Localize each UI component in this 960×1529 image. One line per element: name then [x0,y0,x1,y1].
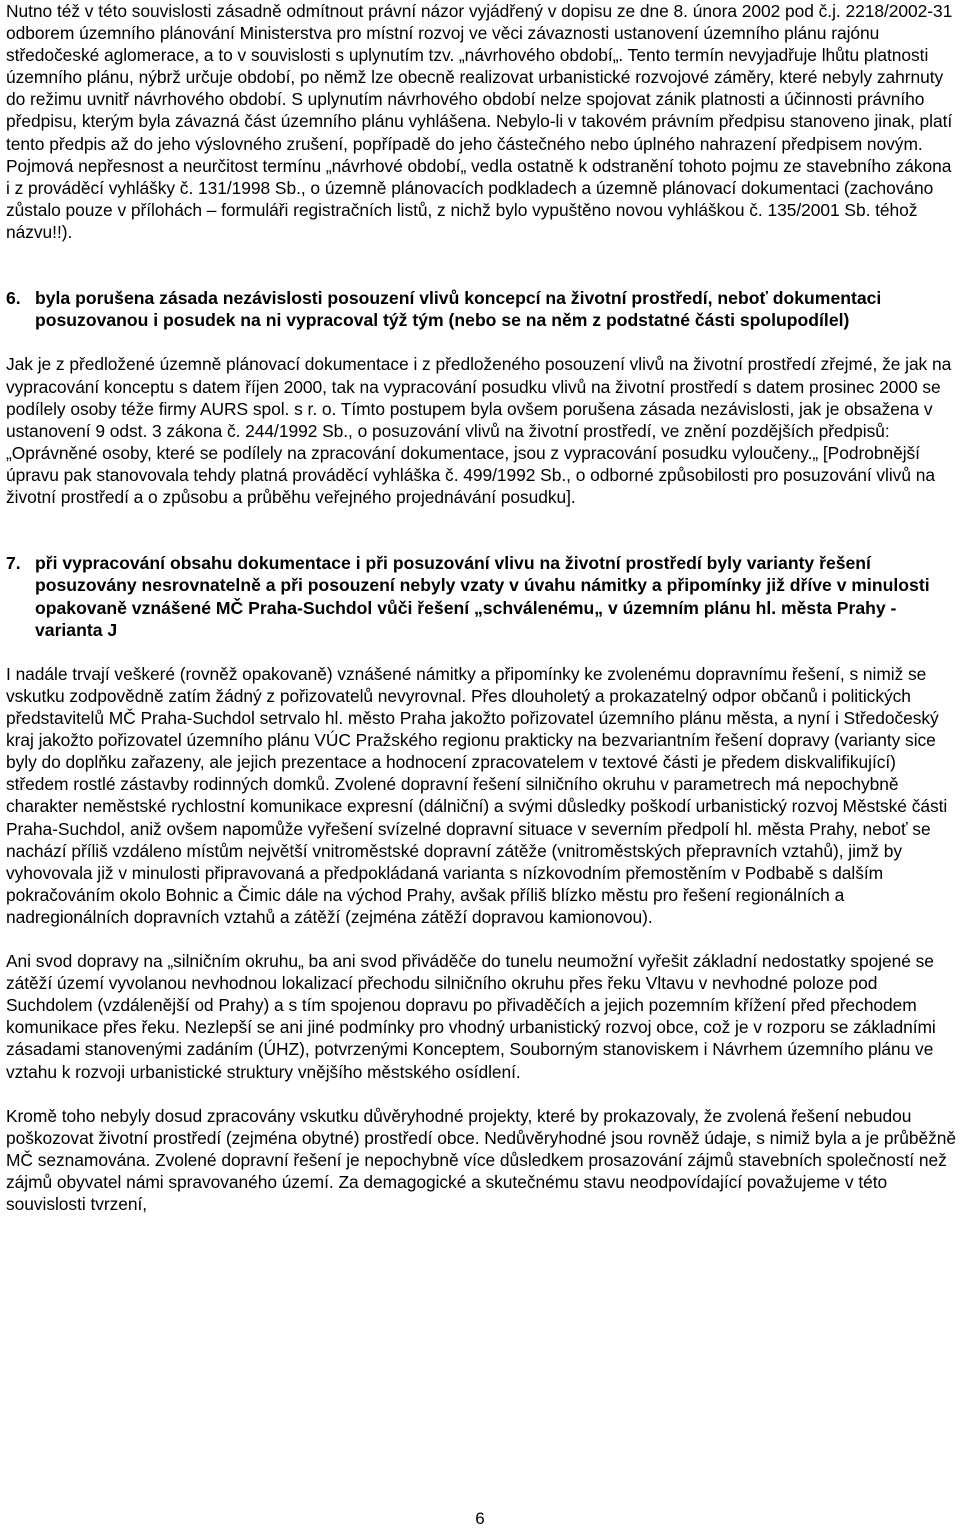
document-page [6,0,956,1215]
section-title: byla porušena zásada nezávislosti posouzení vlivů koncepcí na životní prostředí, neboť dokumentaci posuzovanou i posudek na ni vypracoval týž tým (nebo se na něm z podstatné části spolupodílel) [35,288,882,331]
section-heading-6 [6,287,956,331]
section-title: při vypracování obsahu dokumentace i při posuzování vlivu na životní prostředí byly varianty řešení posuzovány nesrovnatelně a při posouzení nebyly vzaty v úvahu námitky a připomínky již dříve v minulosti opakovaně vznášené MČ Praha-Suchdol vůči řešení „schválenému„ v územním plánu hl. města Prahy - varianta J [35,553,930,640]
paragraph-gap [6,1083,956,1105]
section-heading-7 [6,552,956,641]
section-number: 6. [6,288,21,309]
paragraph-projects: Kromě toho nebyly dosud zpracovány vskutku důvěryhodné projekty, které by prokazovaly, že zvolená řešení nebudou poškozovat životní prostředí (zejména obytné) prostředí obce. Nedůvěryhodné jsou rovněž údaje, s nimiž byla a je průběžně MČ seznamována. Zvolené dopravní řešení je nepochybně více důsledkem prosazování zájmů stavebních společností než zájmů obyvatel námi spravovaného území. Za demagogické a skutečnému stavu neodpovídající považujeme v této souvislosti tvrzení, [6,1105,956,1214]
paragraph-independence: Jak je z předložené územně plánovací dokumentace i z předloženého posouzení vlivů na životní prostředí zřejmé, že jak na vypracování konceptu s datem říjen 2000, tak na vypracování posudku vlivů na životní prostředí s datem prosinec 2000 se podílely osoby téže firmy AURS spol. s r. o. Tímto postupem byla ovšem porušena zásada nezávislosti, jak je obsažena v ustanovení 9 odst. 3 zákona č. 244/1992 Sb., o posuzování vlivů na životní prostředí, ve znění pozdějších předpisů: „Oprávněné osoby, které se podílely na zpracování dokumentace, jsou z vypracování posudku vyloučeny.„ [Podrobnější úpravu pak stanovovala tehdy platná prováděcí vyhláška č. 499/1992 Sb., o odborné způsobilosti pro posuzování vlivů na životní prostředí a o způsobu a průběhu veřejného projednávání posudku]. [6,354,952,507]
page-number: 6 [475,1509,485,1528]
section-number: 7. [6,553,21,574]
paragraph-ring-road: Ani svod dopravy na „silničním okruhu„ ba ani svod přiváděče do tunelu neumožní vyřešit základní nedostatky spojené se zátěží území vyvolanou nevhodnou lokalizací přechodu silničního okruhu přes řeku Vltavu v nevhodné poloze pod Suchdolem (vzdálenější od Prahy) a s tím spojenou dopravu po přivaděčích a jejich pozemním křížení před přechodem komunikace přes řeku. Nezlepší se ani jiné podmínky pro vhodný urbanistický rozvoj obce, což je v rozporu se základními zásadami stanovenými zadáním (ÚHZ), potvrzenými Konceptem, Souborným stanoviskem i Návrhem územního plánu ve vztahu k rozvoji urbanistické struktury vnějšího městského osídlení. [6,951,936,1082]
paragraph-gap [6,641,956,663]
paragraph-gap [6,928,956,950]
paragraph-gap [6,331,956,353]
paragraph-intro: Nutno též v této souvislosti zásadně odmítnout právní názor vyjádřený v dopisu ze dne 8. února 2002 pod č.j. 2218/2002-31 odborem územního plánování Ministerstva pro místní rozvoj ve věci závaznosti ustanovení územního plánu rajónu středočeské aglomerace, a to v souvislosti s uplynutím tzv. „návrhového období„. Tento termín nevyjadřuje lhůtu platnosti územního plánu, nýbrž určuje období, po němž lze obecně realizovat urbanistické rozvojové záměry, které nebyly zahrnuty do režimu uvnitř návrhového období. S uplynutím návrhového období nelze spojovat zánik platnosti a účinnosti právního předpisu, kterým byla závazná část územního plánu vyhlášena. Nebylo-li v takovém právním předpisu stanoveno jinak, platí tento předpis až do jeho výslovného zrušení, popřípadě do jeho částečného nebo úplného nahrazení předpisem novým. Pojmová nepřesnost a neurčitost termínu „návrhové období„ vedla ostatně k odstranění tohoto pojmu ze stavebního zákona i z prováděcí vyhlášky č. 131/1998 Sb., o územně plánovacích podkladech a územně plánovací dokumentaci (zachováno zůstalo pouze v přílohách – formuláři registračních listů, z nichž bylo vypuštěno novou vyhláškou č. 135/2001 Sb. téhož názvu!!). [6,1,953,242]
paragraph-gap [6,530,956,552]
paragraph-objections: I nadále trvají veškeré (rovněž opakovaně) vznášené námitky a připomínky ke zvolenému dopravnímu řešení, s nimiž se vskutku zodpovědně zatím žádný z pořizovatelů nevyrovnal. Přes dlouholetý a prokazatelný odpor občanů i politických představitelů MČ Praha-Suchdol setrvalo hl. město Praha jakožto pořizovatel územního plánu města, a nyní i Středočeský kraj jakožto pořizovatel územního plánu VÚC Pražského regionu prakticky na bezvariantním řešení dopravy (varianty sice byly do doplňku zařazeny, ale jejich prezentace a hodnocení zpracovatelem v textové části je předem diskvalifikující) středem rostlé zástavby rodinných domků. Zvolené dopravní řešení silničního okruhu v parametrech má nepochybně charakter neměstské rychlostní komunikace expresní (dálniční) a svými důsledky poškodí urbanistický rozvoj Městské části Praha-Suchdol, aniž ovšem napomůže vyřešení svízelné dopravní situace v severním předpolí hl. města Prahy, neboť se nachází příliš vzdáleno místům největší vnitroměstské dopravní zátěže (vnitroměstských přepravních vztahů), jimž by vyhovovala již v minulosti připravovaná a předpokládaná varianta s nízkovodním přemostěním v Podbabě s dalším pokračováním okolo Bohnic a Čimic dále na východ Prahy, avšak příliš blízko městu pro řešení regionálních a nadregionálních dopravních vztahů a zátěží (zejména zátěží dopravou kamionovou). [6,663,948,927]
paragraph-gap [6,243,956,265]
paragraph-gap [6,508,956,530]
paragraph-gap [6,265,956,287]
